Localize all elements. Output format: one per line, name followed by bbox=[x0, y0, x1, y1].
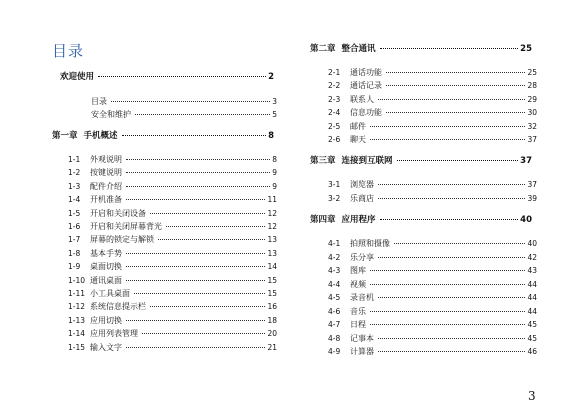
entry-number: 1-4 bbox=[68, 195, 81, 205]
toc-entry-page: 13 bbox=[267, 235, 277, 245]
dot-leader bbox=[126, 266, 265, 267]
toc-entry[interactable] bbox=[68, 235, 277, 245]
dot-leader bbox=[126, 280, 265, 281]
toc-entry-page: 42 bbox=[527, 252, 537, 262]
toc-entry-label: 日程 bbox=[350, 320, 366, 329]
toc-entry-label: 应用切换 bbox=[90, 315, 122, 325]
toc-title: 目录 bbox=[52, 42, 85, 60]
entry-number: 4-7 bbox=[328, 320, 341, 329]
toc-entry-page: 29 bbox=[527, 94, 537, 104]
dot-leader bbox=[135, 114, 270, 115]
toc-entry[interactable] bbox=[68, 209, 277, 219]
dot-leader bbox=[378, 297, 525, 298]
toc-entry-label: 浏览器 bbox=[350, 180, 374, 189]
chapter-page: 8 bbox=[268, 131, 274, 141]
toc-entry-intro[interactable] bbox=[60, 72, 274, 82]
toc-entry-label: 乐商店 bbox=[350, 193, 374, 203]
toc-entry[interactable] bbox=[328, 95, 537, 105]
toc-entry-label: 图库 bbox=[350, 266, 366, 275]
toc-entry-page: 15 bbox=[267, 289, 277, 298]
toc-entry[interactable] bbox=[68, 182, 277, 192]
toc-entry-label: 外观说明 bbox=[90, 155, 122, 164]
toc-entry-page: 14 bbox=[267, 262, 277, 272]
chapter-number: 第二章 bbox=[310, 44, 336, 54]
toc-entry[interactable] bbox=[68, 222, 277, 232]
toc-entry-label: 配件介绍 bbox=[90, 181, 122, 191]
entry-number: 1-2 bbox=[68, 168, 81, 178]
toc-entry-label: 安全和维护 bbox=[91, 110, 131, 119]
toc-entry-label: 邮件 bbox=[350, 121, 366, 131]
toc-entry[interactable] bbox=[68, 276, 277, 286]
toc-entry-label: 聊天 bbox=[350, 135, 366, 144]
entry-number: 3-2 bbox=[328, 193, 341, 203]
entry-number: 1-3 bbox=[68, 181, 81, 191]
toc-entry-label: 屏幕的锁定与解锁 bbox=[90, 235, 154, 245]
chapter-page: 40 bbox=[520, 215, 532, 225]
toc-entry-page: 46 bbox=[527, 347, 537, 356]
entry-number: 4-9 bbox=[328, 347, 341, 356]
page-number: 3 bbox=[528, 389, 536, 403]
toc-entry-label: 小工具桌面 bbox=[90, 289, 130, 298]
chapter-page: 25 bbox=[520, 44, 532, 54]
toc-entry-label: 系统信息提示栏 bbox=[90, 302, 146, 312]
dot-leader bbox=[370, 126, 525, 127]
entry-number: 4-3 bbox=[328, 266, 341, 275]
entry-number: 1-1 bbox=[68, 155, 81, 164]
dot-leader bbox=[378, 198, 525, 199]
toc-entry-label: 联系人 bbox=[350, 94, 374, 104]
chapter-number: 第三章 bbox=[310, 156, 336, 166]
toc-entry-page: 45 bbox=[527, 320, 537, 329]
dot-leader bbox=[378, 338, 525, 339]
dot-leader bbox=[378, 351, 525, 352]
dot-leader bbox=[378, 184, 525, 185]
toc-entry-page: 21 bbox=[267, 342, 277, 352]
toc-entry-page: 12 bbox=[267, 222, 277, 231]
toc-entry-label: 音乐 bbox=[350, 306, 366, 316]
entry-number: 2-5 bbox=[328, 121, 341, 131]
dot-leader bbox=[370, 311, 525, 312]
toc-entry[interactable] bbox=[328, 253, 537, 263]
toc-entry-page: 44 bbox=[527, 293, 537, 302]
dot-leader bbox=[158, 239, 265, 240]
toc-entry-label: 基本手势 bbox=[90, 248, 122, 258]
toc-entry-label: 计算器 bbox=[350, 347, 374, 356]
entry-number: 2-3 bbox=[328, 94, 341, 104]
toc-entry[interactable] bbox=[91, 97, 277, 107]
toc-entry-page: 43 bbox=[527, 266, 537, 275]
toc-entry-label: 视频 bbox=[350, 279, 366, 289]
entry-number: 1-11 bbox=[68, 289, 86, 298]
toc-entry[interactable] bbox=[68, 168, 277, 178]
toc-entry-label: 开启和关闭设备 bbox=[90, 208, 146, 218]
dot-leader bbox=[166, 226, 265, 227]
toc-entry-label: 开机准备 bbox=[90, 195, 122, 205]
toc-entry-page: 45 bbox=[527, 333, 537, 343]
dot-leader bbox=[394, 243, 525, 244]
toc-entry-label: 按键说明 bbox=[90, 168, 122, 178]
dot-leader bbox=[386, 112, 525, 113]
entry-number: 4-4 bbox=[328, 279, 341, 289]
toc-entry-label: 拍照和摄像 bbox=[350, 239, 390, 248]
toc-entry-label: 开启和关闭屏幕背光 bbox=[90, 222, 162, 231]
dot-leader bbox=[126, 199, 265, 200]
toc-entry-label: 目录 bbox=[91, 97, 107, 106]
toc-entry-page: 44 bbox=[527, 306, 537, 316]
toc-entry-page: 9 bbox=[272, 181, 277, 191]
chapter-page: 37 bbox=[520, 156, 532, 166]
entry-number: 1-12 bbox=[68, 302, 86, 312]
toc-entry-page: 39 bbox=[527, 193, 537, 203]
entry-number: 1-13 bbox=[68, 315, 86, 325]
toc-entry-page: 11 bbox=[267, 195, 277, 205]
dot-leader bbox=[370, 270, 525, 271]
toc-entry[interactable] bbox=[68, 249, 277, 259]
dot-leader bbox=[370, 324, 525, 325]
toc-entry-page: 2 bbox=[268, 72, 274, 82]
dot-leader bbox=[122, 135, 267, 136]
toc-entry-page: 8 bbox=[272, 155, 277, 164]
entry-number: 4-6 bbox=[328, 306, 341, 316]
entry-number: 1-7 bbox=[68, 235, 81, 245]
toc-entry-page: 15 bbox=[267, 275, 277, 285]
toc-entry[interactable] bbox=[68, 316, 277, 326]
dot-leader bbox=[98, 76, 266, 77]
toc-entry-label: 通讯桌面 bbox=[90, 275, 122, 285]
toc-entry-page: 12 bbox=[267, 208, 277, 218]
toc-entry[interactable] bbox=[328, 307, 537, 317]
toc-entry-label: 乐分享 bbox=[350, 252, 374, 262]
dot-leader bbox=[386, 85, 525, 86]
toc-entry-label: 记事本 bbox=[350, 333, 374, 343]
entry-number: 1-10 bbox=[68, 275, 86, 285]
toc-entry-page: 32 bbox=[527, 121, 537, 131]
toc-entry[interactable] bbox=[328, 122, 537, 132]
dot-leader bbox=[150, 306, 265, 307]
toc-entry[interactable] bbox=[328, 239, 537, 249]
toc-entry-page: 9 bbox=[272, 168, 277, 178]
toc-entry-label: 录音机 bbox=[350, 293, 374, 302]
toc-entry[interactable] bbox=[328, 180, 537, 190]
entry-number: 1-14 bbox=[68, 329, 86, 339]
toc-entry[interactable] bbox=[328, 334, 537, 344]
chapter-title: 手机概述 bbox=[83, 131, 118, 141]
entry-number: 1-9 bbox=[68, 262, 81, 272]
toc-entry[interactable] bbox=[328, 293, 537, 303]
toc-entry-label: 桌面切换 bbox=[90, 262, 122, 272]
entry-number: 4-2 bbox=[328, 252, 341, 262]
toc-entry-page: 16 bbox=[267, 302, 277, 312]
entry-number: 3-1 bbox=[328, 180, 341, 189]
toc-entry[interactable] bbox=[328, 135, 537, 145]
entry-number: 2-4 bbox=[328, 108, 341, 117]
toc-chapter-4[interactable] bbox=[310, 215, 532, 225]
toc-entry[interactable] bbox=[68, 262, 277, 272]
toc-entry-page: 3 bbox=[272, 97, 277, 106]
toc-entry[interactable] bbox=[328, 68, 537, 78]
toc-entry-label: 通话记录 bbox=[350, 81, 382, 90]
dot-leader bbox=[134, 293, 265, 294]
dot-leader bbox=[126, 347, 265, 348]
dot-leader bbox=[397, 160, 519, 161]
entry-number: 1-8 bbox=[68, 248, 81, 258]
chapter-number: 第一章 bbox=[52, 131, 78, 141]
entry-number: 2-6 bbox=[328, 135, 341, 144]
entry-number: 1-6 bbox=[68, 222, 81, 231]
toc-chapter-2[interactable] bbox=[310, 44, 532, 54]
toc-entry-label: 欢迎使用 bbox=[60, 72, 95, 82]
entry-number: 1-15 bbox=[68, 342, 86, 352]
toc-entry-label: 输入文字 bbox=[90, 342, 122, 352]
toc-entry[interactable] bbox=[328, 194, 537, 204]
toc-entry-page: 44 bbox=[527, 279, 537, 289]
toc-entry-label: 通话功能 bbox=[350, 67, 382, 77]
chapter-number: 第四章 bbox=[310, 215, 336, 225]
dot-leader bbox=[380, 48, 519, 49]
dot-leader bbox=[386, 72, 525, 73]
dot-leader bbox=[126, 172, 270, 173]
chapter-title: 连接到互联网 bbox=[341, 156, 393, 166]
entry-number: 2-1 bbox=[328, 67, 341, 77]
toc-entry-label: 应用列表管理 bbox=[90, 329, 138, 339]
toc-entry-page: 40 bbox=[527, 239, 537, 248]
dot-leader bbox=[111, 101, 270, 102]
toc-entry-page: 5 bbox=[272, 110, 277, 119]
toc-entry[interactable] bbox=[328, 347, 537, 357]
entry-number: 1-5 bbox=[68, 208, 81, 218]
toc-chapter-3[interactable] bbox=[310, 156, 532, 166]
toc-entry[interactable] bbox=[68, 329, 277, 339]
toc-entry[interactable] bbox=[328, 320, 537, 330]
toc-entry[interactable] bbox=[328, 81, 537, 91]
toc-entry[interactable] bbox=[91, 110, 277, 120]
dot-leader bbox=[378, 99, 525, 100]
toc-entry-page: 28 bbox=[527, 81, 537, 90]
toc-entry[interactable] bbox=[68, 343, 277, 353]
toc-entry-label: 信息功能 bbox=[350, 108, 382, 117]
toc-entry[interactable] bbox=[68, 302, 277, 312]
toc-chapter-1[interactable] bbox=[52, 131, 274, 141]
toc-entry-page: 20 bbox=[267, 329, 277, 339]
toc-entry[interactable] bbox=[328, 280, 537, 290]
entry-number: 4-5 bbox=[328, 293, 341, 302]
dot-leader bbox=[126, 186, 270, 187]
entry-number: 2-2 bbox=[328, 81, 341, 90]
toc-entry[interactable] bbox=[68, 155, 277, 165]
dot-leader bbox=[150, 213, 265, 214]
toc-entry-page: 25 bbox=[527, 67, 537, 77]
dot-leader bbox=[126, 253, 265, 254]
entry-number: 4-1 bbox=[328, 239, 341, 248]
toc-entry-page: 30 bbox=[527, 108, 537, 117]
dot-leader bbox=[126, 159, 270, 160]
toc-entry[interactable] bbox=[68, 289, 277, 299]
toc-entry[interactable] bbox=[328, 266, 537, 276]
dot-leader bbox=[142, 333, 265, 334]
toc-entry-page: 18 bbox=[267, 315, 277, 325]
chapter-title: 应用程序 bbox=[341, 215, 376, 225]
toc-entry-page: 37 bbox=[527, 135, 537, 144]
dot-leader bbox=[378, 257, 525, 258]
dot-leader bbox=[370, 139, 525, 140]
toc-entry[interactable] bbox=[328, 108, 537, 118]
dot-leader bbox=[380, 219, 519, 220]
chapter-title: 整合通讯 bbox=[341, 44, 376, 54]
toc-entry-page: 37 bbox=[527, 180, 537, 189]
entry-number: 4-8 bbox=[328, 333, 341, 343]
dot-leader bbox=[126, 320, 265, 321]
dot-leader bbox=[370, 284, 525, 285]
toc-entry[interactable] bbox=[68, 195, 277, 205]
toc-entry-page: 13 bbox=[267, 248, 277, 258]
